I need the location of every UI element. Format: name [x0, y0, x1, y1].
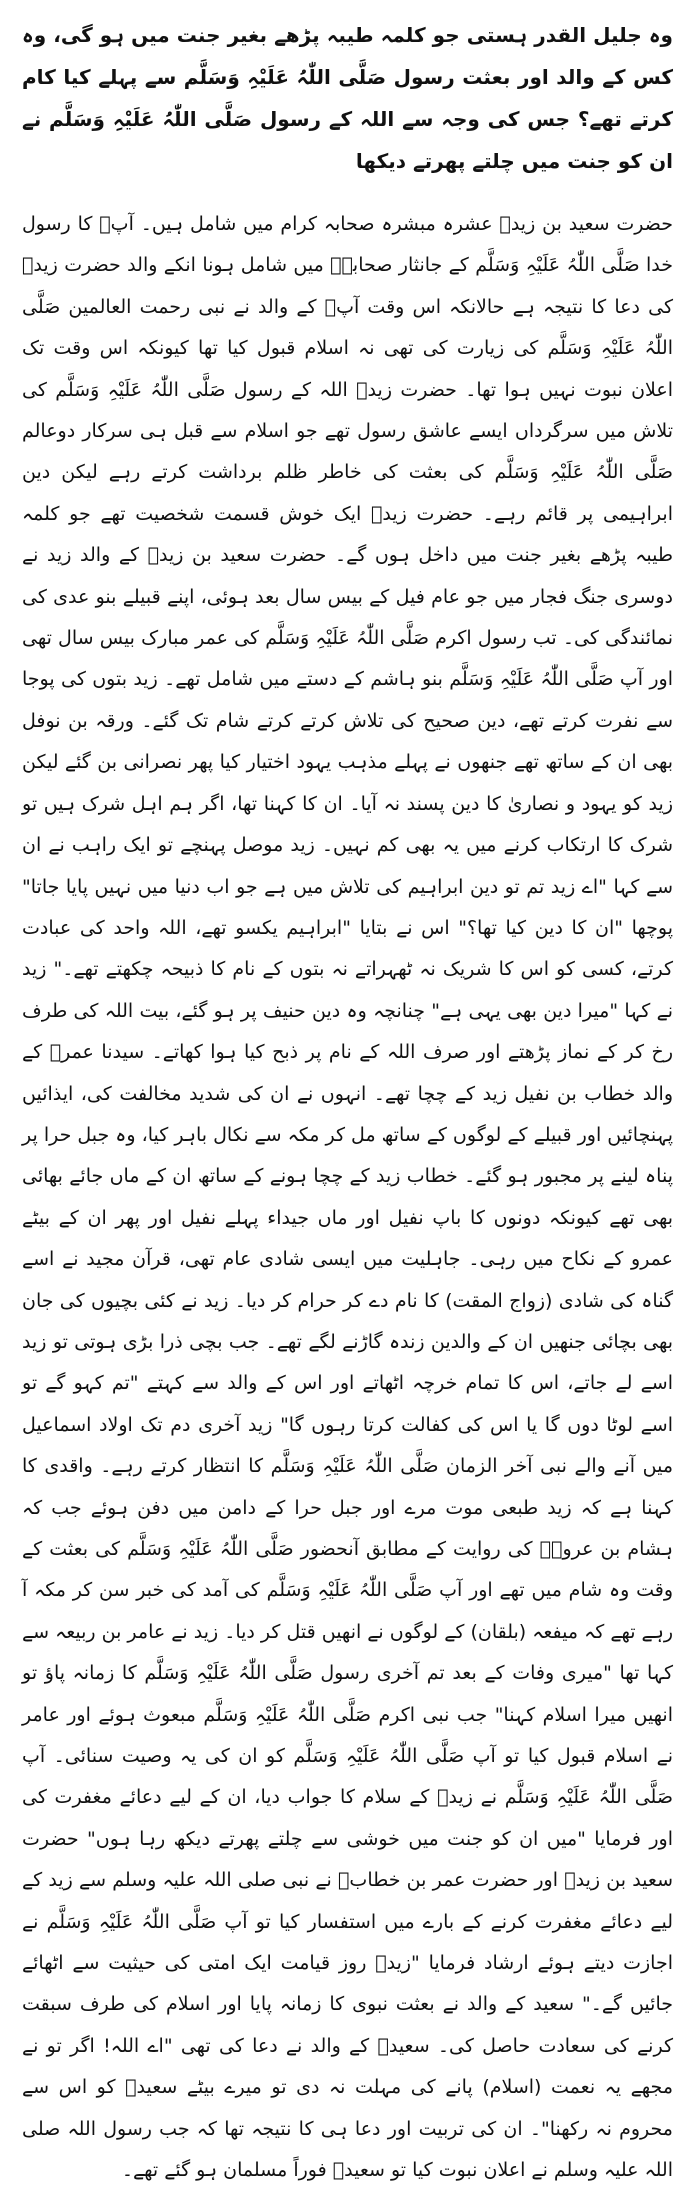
- article-body: حضرت سعید بن زیدؓ عشرہ مبشرہ صحابہ کرام میں شامل ہیں۔ آپؓ کا رسول خدا صَلَّی اللّٰہُ عَلَیْہِ وَسَلَّم کے جانثار صحابہؓ میں شامل ہونا انکے والد حضرت زیدؓ کی دعا کا نتیجہ ہے حالانکہ اس وقت آپؓ کے والد نے نبی رحمت العالمین صَلَّی اللّٰہُ عَلَیْہِ وَسَلَّم کی زیارت کی تھی نہ اسلام قبول کیا تھا کیونکہ اس وقت تک اعلان نبوت نہیں ہوا تھا۔ حضرت زیدؓ اللہ کے رسول صَلَّی اللّٰہُ عَلَیْہِ وَسَلَّم کی تلاش میں سرگرداں ایسے عاشق رسول تھے جو اسلام سے قبل ہی سرکار دوعالم صَلَّی اللّٰہُ عَلَیْہِ وَسَلَّم کی بعثت کی خاطر ظلم برداشت کرتے رہے لیکن دین ابراہیمی پر قائم رہے۔ حضرت زیدؓ ایک خوش قسمت شخصیت تھے جو کلمہ طیبہ پڑھے بغیر جنت میں داخل ہوں گے۔ حضرت سعید بن زیدؓ کے والد زید نے دوسری جنگ فجار میں جو عام فیل کے بیس سال بعد ہوئی، اپنے قبیلے بنو عدی کی نمائندگی کی۔ تب رسول اکرم صَلَّی اللّٰہُ عَلَیْہِ وَسَلَّم کی عمر مبارک بیس سال تھی اور آپ صَلَّی اللّٰہُ عَلَیْہِ وَسَلَّم بنو ہاشم کے دستے میں شامل تھے۔ زید بتوں کی پوجا سے نفرت کرتے تھے، دین صحیح کی تلاش کرتے کرتے شام تک گئے۔ ورقہ بن نوفل بھی ان کے ساتھ تھے جنھوں نے پہلے مذہب یہود اختیار کیا پھر نصرانی بن گئے لیکن زید کو یہود و نصاریٰ کا دین پسند نہ آیا۔ ان کا کہنا تھا، اگر ہم اہل شرک ہیں تو شرک کا ارتکاب کرنے میں یہ بھی کم نہیں۔ زید موصل پہنچے تو ایک راہب نے ان سے کہا "اے زید تم تو دین ابراہیم کی تلاش میں ہے جو اب دنیا میں نہیں پایا جاتا" پوچھا "ان کا دین کیا تھا؟" اس نے بتایا "ابراہیم یکسو تھے، اللہ واحد کی عبادت کرتے، کسی کو اس کا شریک نہ ٹھہراتے نہ بتوں کے نام کا ذبیحہ چکھتے تھے۔" زید نے کہا "میرا دین بھی یہی ہے" چنانچہ وہ دین حنیف پر ہو گئے، بیت اللہ کی طرف رخ کر کے نماز پڑھتے اور صرف اللہ کے نام پر ذبح کیا ہوا کھاتے۔ سیدنا عمرؓ کے والد خطاب بن نفیل زید کے چچا تھے۔ انہوں نے ان کی شدید مخالفت کی، ایذائیں پہنچائیں اور قبیلے کے لوگوں کے ساتھ مل کر مکہ سے نکال باہر کیا، وہ جبل حرا پر پناہ لینے پر مجبور ہو گئے۔ خطاب زید کے چچا ہونے کے ساتھ ان کے ماں جائے بھائی بھی تھے کیونکہ دونوں کا باپ نفیل اور ماں جیداء پہلے نفیل اور پھر ان کے بیٹے عمرو کے نکاح میں رہی۔ جاہلیت میں ایسی شادی عام تھی، قرآن مجید نے اسے گناہ کی شادی (زواج المقت) کا نام دے کر حرام کر دیا۔ زید نے کئی بچیوں کی جان بھی بچائی جنھیں ان کے والدین زندہ گاڑنے لگے تھے۔ جب بچی ذرا بڑی ہوتی تو زید اسے لے جاتے، اس کا تمام خرچہ اٹھاتے اور اس کے والد سے کہتے "تم کہو گے تو اسے لوٹا دوں گا یا اس کی کفالت کرتا رہوں گا" زید آخری دم تک اولاد اسماعیل میں آنے والے نبی آخر الزمان صَلَّی اللّٰہُ عَلَیْہِ وَسَلَّم کا انتظار کرتے رہے۔ واقدی کا کہنا ہے کہ زید طبعی موت مرے اور جبل حرا کے دامن میں دفن ہوئے جب کہ ہشام بن عروہؓ کی روایت کے مطابق آنحضور صَلَّی اللّٰہُ عَلَیْہِ وَسَلَّم کی بعثت کے وقت وہ شام میں تھے اور آپ صَلَّی اللّٰہُ عَلَیْہِ وَسَلَّم کی آمد کی خبر سن کر مکہ آ رہے تھے کہ میفعہ (بلقان) کے لوگوں نے انھیں قتل کر دیا۔ زید نے عامر بن ربیعہ سے کہا تھا "میری وفات کے بعد تم آخری رسول صَلَّی اللّٰہُ عَلَیْہِ وَسَلَّم کا زمانہ پاؤ تو انھیں میرا اسلام کہنا" جب نبی اکرم صَلَّی اللّٰہُ عَلَیْہِ وَسَلَّم مبعوث ہوئے اور عامر نے اسلام قبول کیا تو آپ صَلَّی اللّٰہُ عَلَیْہِ وَسَلَّم کو ان کی یہ وصیت سنائی۔ آپ صَلَّی اللّٰہُ عَلَیْہِ وَسَلَّم نے زیدؓ کے سلام کا جواب دیا، ان کے لیے دعائے مغفرت کی اور فرمایا "میں ان کو جنت میں خوشی سے چلتے پھرتے دیکھ رہا ہوں" حضرت سعید بن زیدؓ اور حضرت عمر بن خطابؓ نے نبی صلی اللہ علیہ وسلم سے زید کے لیے دعائے مغفرت کرنے کے بارے میں استفسار کیا تو آپ صَلَّی اللّٰہُ عَلَیْہِ وَسَلَّم نے اجازت دیتے ہوئے ارشاد فرمایا "زیدؓ روز قیامت ایک امتی کی حیثیت سے اٹھائے جائیں گے۔" سعید کے والد نے بعثت نبوی کا زمانہ پایا اور اسلام کی طرف سبقت کرنے کی سعادت حاصل کی۔ سعیدؓ کے والد نے دعا کی تھی "اے اللہ! اگر تو نے مجھے یہ نعمت (اسلام) پانے کی مہلت نہ دی تو میرے بیٹے سعیدؓ کو اس سے محروم نہ رکھنا"۔ ان کی تربیت اور دعا ہی کا نتیجہ تھا کہ جب رسول اللہ صلی اللہ علیہ وسلم نے اعلان نبوت کیا تو سعیدؓ فوراً مسلمان ہو گئے تھے۔: [22, 213, 673, 2182]
- article-heading: وہ جلیل القدر ہستی جو کلمہ طیبہ پڑھے بغیر جنت میں ہو گی، وہ کس کے والد اور بعثت رسول صَلَّی اللّٰہُ عَلَیْہِ وَسَلَّم سے پہلے کیا کام کرتے تھے؟ جس کی وجہ سے اللہ کے رسول صَلَّی اللّٰہُ عَلَیْہِ وَسَلَّم نے ان کو جنت میں چلتے پھرتے دیکھا: [22, 23, 673, 173]
